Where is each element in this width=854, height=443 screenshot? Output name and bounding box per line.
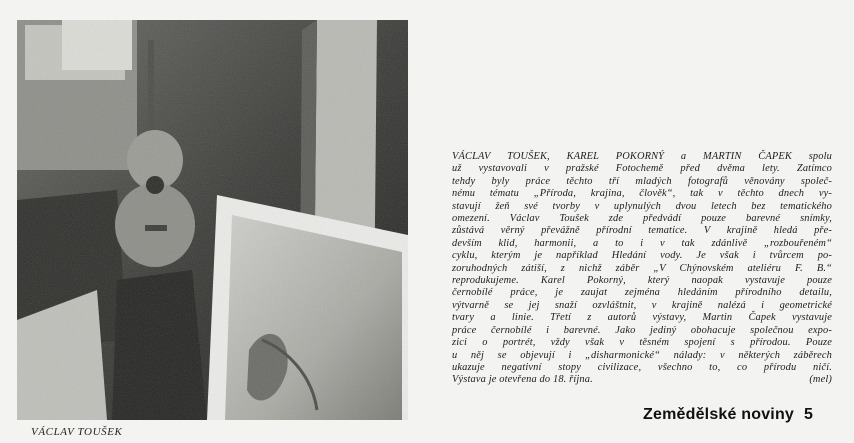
article-line: cyklu, kterým je například Hledání vody. Je však i tvůrcem po- bbox=[452, 250, 832, 262]
article-line: zici o portrét, vždy však v těsném spojení s přírodou. Pouze bbox=[452, 337, 832, 349]
article-line: zůstává věrný převážně přírodní tematice. V krajině hledá pře- bbox=[452, 225, 832, 237]
article-line: výtvarně se jej snaží ozvláštnit, v krajině nalézá i geometrické bbox=[452, 299, 832, 311]
author-signature: (mel) bbox=[809, 374, 832, 386]
article-line: tehdy byly práce těchto tří mladých fotografů věnovány společ- bbox=[452, 175, 832, 187]
article-line: u něj se objevují i „disharmonické“ nálady: v některých záběrech bbox=[452, 349, 832, 361]
article-line: tvary a linie. Třetí z autorů výstavy, Martin Čapek vystavuje bbox=[452, 312, 832, 324]
article-last-line bbox=[452, 374, 832, 386]
article-line: práce černobílé i barevné. Jako jediný obohacuje společnou expo- bbox=[452, 324, 832, 336]
article-line: omezení. Václav Toušek zde předvádí pouze barevné snímky, bbox=[452, 213, 832, 225]
exhibition-photo bbox=[17, 20, 408, 420]
article-line: reprodukujeme. Karel Pokorný, který naopak vystavuje pouze bbox=[452, 275, 832, 287]
photo-caption: VÁCLAV TOUŠEK bbox=[31, 426, 123, 438]
article-line: zoruhodných zátiší, z nichž záběr „V Chýnovském ateliéru F. B.“ bbox=[452, 262, 832, 274]
article-line: černobílé práce, je zaujat zejména hledáním přírodního detailu, bbox=[452, 287, 832, 299]
article-line: devším klid, harmonii, a to i v tak zdánlivě „rozbouřeném“ bbox=[452, 237, 832, 249]
newspaper-name: Zemědělské noviny bbox=[643, 406, 795, 423]
page-number: 5 bbox=[804, 406, 814, 423]
article-line: stavují žeň své tvorby v uplynulých dvou letech bez tematického bbox=[452, 200, 832, 212]
article-line: VÁCLAV TOUŠEK, KAREL POKORNÝ a MARTIN ČAPEK spolu bbox=[452, 151, 832, 162]
article-line: ukazuje negativní stopy civilizace, všechno to, co přírodu ničí. bbox=[452, 361, 832, 373]
newspaper-footer bbox=[643, 406, 813, 424]
still-life-photograph bbox=[17, 20, 408, 420]
closing-sentence: Výstava je otevřena do 18. října. bbox=[452, 374, 593, 386]
article-line: nému tématu „Příroda, krajina, člověk“, tak v těchto dnech vy- bbox=[452, 188, 832, 200]
article-line: už vystavovali v pražské Fotochemě před dvěma lety. Zatímco bbox=[452, 163, 832, 175]
article-text bbox=[452, 151, 832, 387]
